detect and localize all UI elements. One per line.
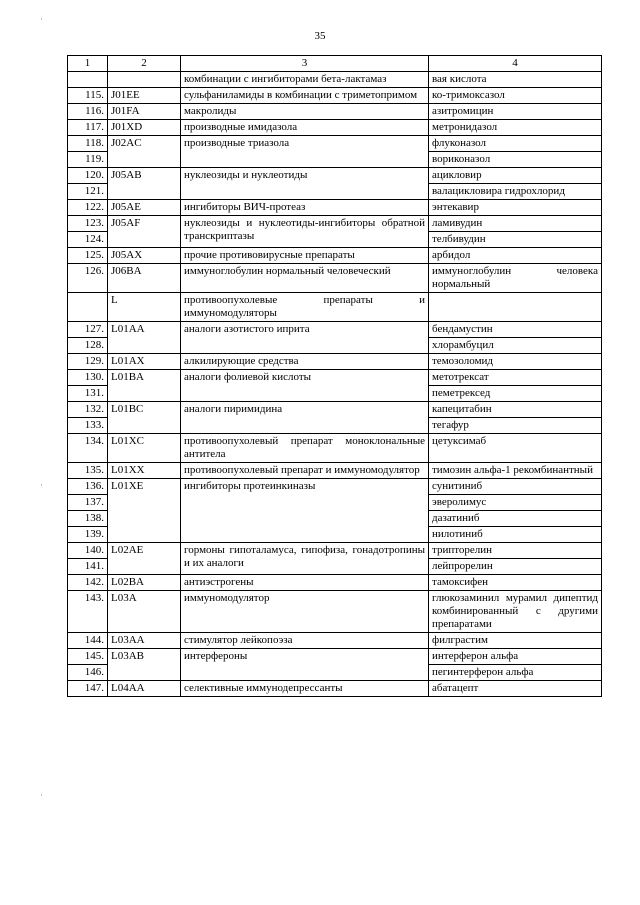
table-row: [68, 591, 602, 633]
pharmacological-group: ингибиторы протеинкиназы: [181, 479, 429, 543]
pharmacological-group: иммуноглобулин нормальный человеческий: [181, 264, 429, 293]
atc-code: L01XE: [108, 479, 181, 543]
pharmacological-group: производные триазола: [181, 136, 429, 168]
drug-name: арбидол: [429, 248, 602, 264]
pharmacological-group: комбинации с ингибиторами бета-лактамаз: [181, 72, 429, 88]
column-header-code: 2: [108, 56, 181, 72]
atc-code: L03AA: [108, 633, 181, 649]
drug-name: телбивудин: [429, 232, 602, 248]
drug-name: энтекавир: [429, 200, 602, 216]
table-row: [68, 463, 602, 479]
atc-code: L03AB: [108, 649, 181, 681]
row-number: 133.: [68, 418, 108, 434]
atc-code: J02AC: [108, 136, 181, 168]
pharmacological-group: стимулятор лейкопоэза: [181, 633, 429, 649]
table-row: [68, 370, 602, 386]
drug-name: трипторелин: [429, 543, 602, 559]
row-number: 124.: [68, 232, 108, 248]
table-row: [68, 402, 602, 418]
margin-mark: ·: [40, 790, 43, 800]
row-number: 136.: [68, 479, 108, 495]
atc-code: L01AX: [108, 354, 181, 370]
drug-name: флуконазол: [429, 136, 602, 152]
page-number: 35: [314, 30, 326, 42]
drug-name: вая кислота: [429, 72, 602, 88]
drug-name: сунитиниб: [429, 479, 602, 495]
pharmacological-group: аналоги азотистого иприта: [181, 322, 429, 354]
table-header-row: [68, 56, 602, 72]
table-row: [68, 120, 602, 136]
drug-name: иммуноглобулин человека нормальный: [429, 264, 602, 293]
row-number: 139.: [68, 527, 108, 543]
atc-code: [108, 72, 181, 88]
row-number: 138.: [68, 511, 108, 527]
drug-name: [429, 293, 602, 322]
pharmacological-group: противоопухолевый препарат и иммуномодулятор: [181, 463, 429, 479]
row-number: 132.: [68, 402, 108, 418]
row-number: [68, 72, 108, 88]
atc-code: J05AX: [108, 248, 181, 264]
atc-code: J06BA: [108, 264, 181, 293]
row-number: 120.: [68, 168, 108, 184]
table-row: [68, 633, 602, 649]
drug-name: ко-тримоксазол: [429, 88, 602, 104]
atc-code: L01XX: [108, 463, 181, 479]
row-number: 126.: [68, 264, 108, 293]
drug-name: лейпрорелин: [429, 559, 602, 575]
drug-name: нилотиниб: [429, 527, 602, 543]
pharmacological-group: противоопухолевый препарат моноклональные антитела: [181, 434, 429, 463]
pharmacological-group: антиэстрогены: [181, 575, 429, 591]
atc-code: J05AE: [108, 200, 181, 216]
drug-name: глюкозаминил мурамил дипептид комбинированный с другими препаратами: [429, 591, 602, 633]
row-number: 117.: [68, 120, 108, 136]
row-number: 147.: [68, 681, 108, 697]
drug-name: тамоксифен: [429, 575, 602, 591]
row-number: 145.: [68, 649, 108, 665]
pharmacological-group: противоопухолевые препараты и иммуномодуляторы: [181, 293, 429, 322]
atc-code: L01BA: [108, 370, 181, 402]
pharmacological-group: нуклеозиды и нуклеотиды: [181, 168, 429, 200]
table-row: [68, 248, 602, 264]
drug-name: темозоломид: [429, 354, 602, 370]
atc-code: L02BA: [108, 575, 181, 591]
drug-name: метронидазол: [429, 120, 602, 136]
row-number: 125.: [68, 248, 108, 264]
column-header-number: 1: [68, 56, 108, 72]
atc-code: L01BC: [108, 402, 181, 434]
row-number: 128.: [68, 338, 108, 354]
drug-name: эверолимус: [429, 495, 602, 511]
table-row: [68, 681, 602, 697]
column-header-drug: 4: [429, 56, 602, 72]
drug-name: пеметрексед: [429, 386, 602, 402]
row-number: 129.: [68, 354, 108, 370]
row-number: 140.: [68, 543, 108, 559]
column-header-group: 3: [181, 56, 429, 72]
drug-name: бендамустин: [429, 322, 602, 338]
pharmacological-group: прочие противовирусные препараты: [181, 248, 429, 264]
drug-name: тимозин альфа-1 рекомбинантный: [429, 463, 602, 479]
atc-code: J01XD: [108, 120, 181, 136]
table-row: [68, 575, 602, 591]
atc-code: J01EE: [108, 88, 181, 104]
row-number: 123.: [68, 216, 108, 232]
pharmacological-group: интерфероны: [181, 649, 429, 681]
row-number: 121.: [68, 184, 108, 200]
table-row: [68, 136, 602, 152]
row-number: 130.: [68, 370, 108, 386]
row-number: 131.: [68, 386, 108, 402]
pharmacological-group: ингибиторы ВИЧ-протеаз: [181, 200, 429, 216]
atc-code: J05AB: [108, 168, 181, 200]
atc-code: L04AA: [108, 681, 181, 697]
pharmacological-group: гормоны гипоталамуса, гипофиза, гонадотропины и их аналоги: [181, 543, 429, 575]
pharmacological-group: нуклеозиды и нуклеотиды-ингибиторы обратной транскриптазы: [181, 216, 429, 248]
table-row: [68, 200, 602, 216]
table-row: [68, 434, 602, 463]
row-number: 116.: [68, 104, 108, 120]
pharmacological-group: селективные иммунодепрессанты: [181, 681, 429, 697]
table-row: [68, 649, 602, 665]
row-number: 122.: [68, 200, 108, 216]
drug-name: азитромицин: [429, 104, 602, 120]
row-number: 119.: [68, 152, 108, 168]
row-number: 135.: [68, 463, 108, 479]
pharmacological-group: иммуномодулятор: [181, 591, 429, 633]
drug-name: ламивудин: [429, 216, 602, 232]
margin-mark: ·: [40, 14, 43, 24]
atc-code: L01AA: [108, 322, 181, 354]
drug-name: интерферон альфа: [429, 649, 602, 665]
pharmacological-group: производные имидазола: [181, 120, 429, 136]
atc-code: L: [108, 293, 181, 322]
drug-name: филграстим: [429, 633, 602, 649]
row-number: 141.: [68, 559, 108, 575]
pharmacological-group: сульфаниламиды в комбинации с триметопримом: [181, 88, 429, 104]
drug-name: метотрексат: [429, 370, 602, 386]
table-row: [68, 543, 602, 559]
table-row: [68, 88, 602, 104]
drug-name: валацикловира гидрохлорид: [429, 184, 602, 200]
row-number: 118.: [68, 136, 108, 152]
atc-code: J01FA: [108, 104, 181, 120]
table-row: [68, 479, 602, 495]
drug-name: хлорамбуцил: [429, 338, 602, 354]
table-row: [68, 354, 602, 370]
drug-name: цетуксимаб: [429, 434, 602, 463]
drug-name: капецитабин: [429, 402, 602, 418]
pharmacological-group: аналоги пиримидина: [181, 402, 429, 434]
pharmacological-group: аналоги фолиевой кислоты: [181, 370, 429, 402]
drug-name: абатацепт: [429, 681, 602, 697]
atc-code: L01XC: [108, 434, 181, 463]
row-number: 134.: [68, 434, 108, 463]
table-row: [68, 216, 602, 232]
table-row: [68, 322, 602, 338]
drug-name: дазатиниб: [429, 511, 602, 527]
row-number: 137.: [68, 495, 108, 511]
table-row: [68, 104, 602, 120]
row-number: 146.: [68, 665, 108, 681]
drug-table: [67, 55, 602, 697]
pharmacological-group: макролиды: [181, 104, 429, 120]
atc-code: L02AE: [108, 543, 181, 575]
pharmacological-group: алкилирующие средства: [181, 354, 429, 370]
table-row: [68, 72, 602, 88]
drug-name: ацикловир: [429, 168, 602, 184]
row-number: [68, 293, 108, 322]
atc-code: J05AF: [108, 216, 181, 248]
table-row: [68, 293, 602, 322]
row-number: 127.: [68, 322, 108, 338]
drug-name: пегинтерферон альфа: [429, 665, 602, 681]
row-number: 142.: [68, 575, 108, 591]
drug-name: тегафур: [429, 418, 602, 434]
row-number: 143.: [68, 591, 108, 633]
margin-mark: ·: [40, 480, 43, 490]
row-number: 144.: [68, 633, 108, 649]
atc-code: L03A: [108, 591, 181, 633]
drug-name: вориконазол: [429, 152, 602, 168]
table-row: [68, 168, 602, 184]
table-row: [68, 264, 602, 293]
table-body: [68, 72, 602, 697]
row-number: 115.: [68, 88, 108, 104]
